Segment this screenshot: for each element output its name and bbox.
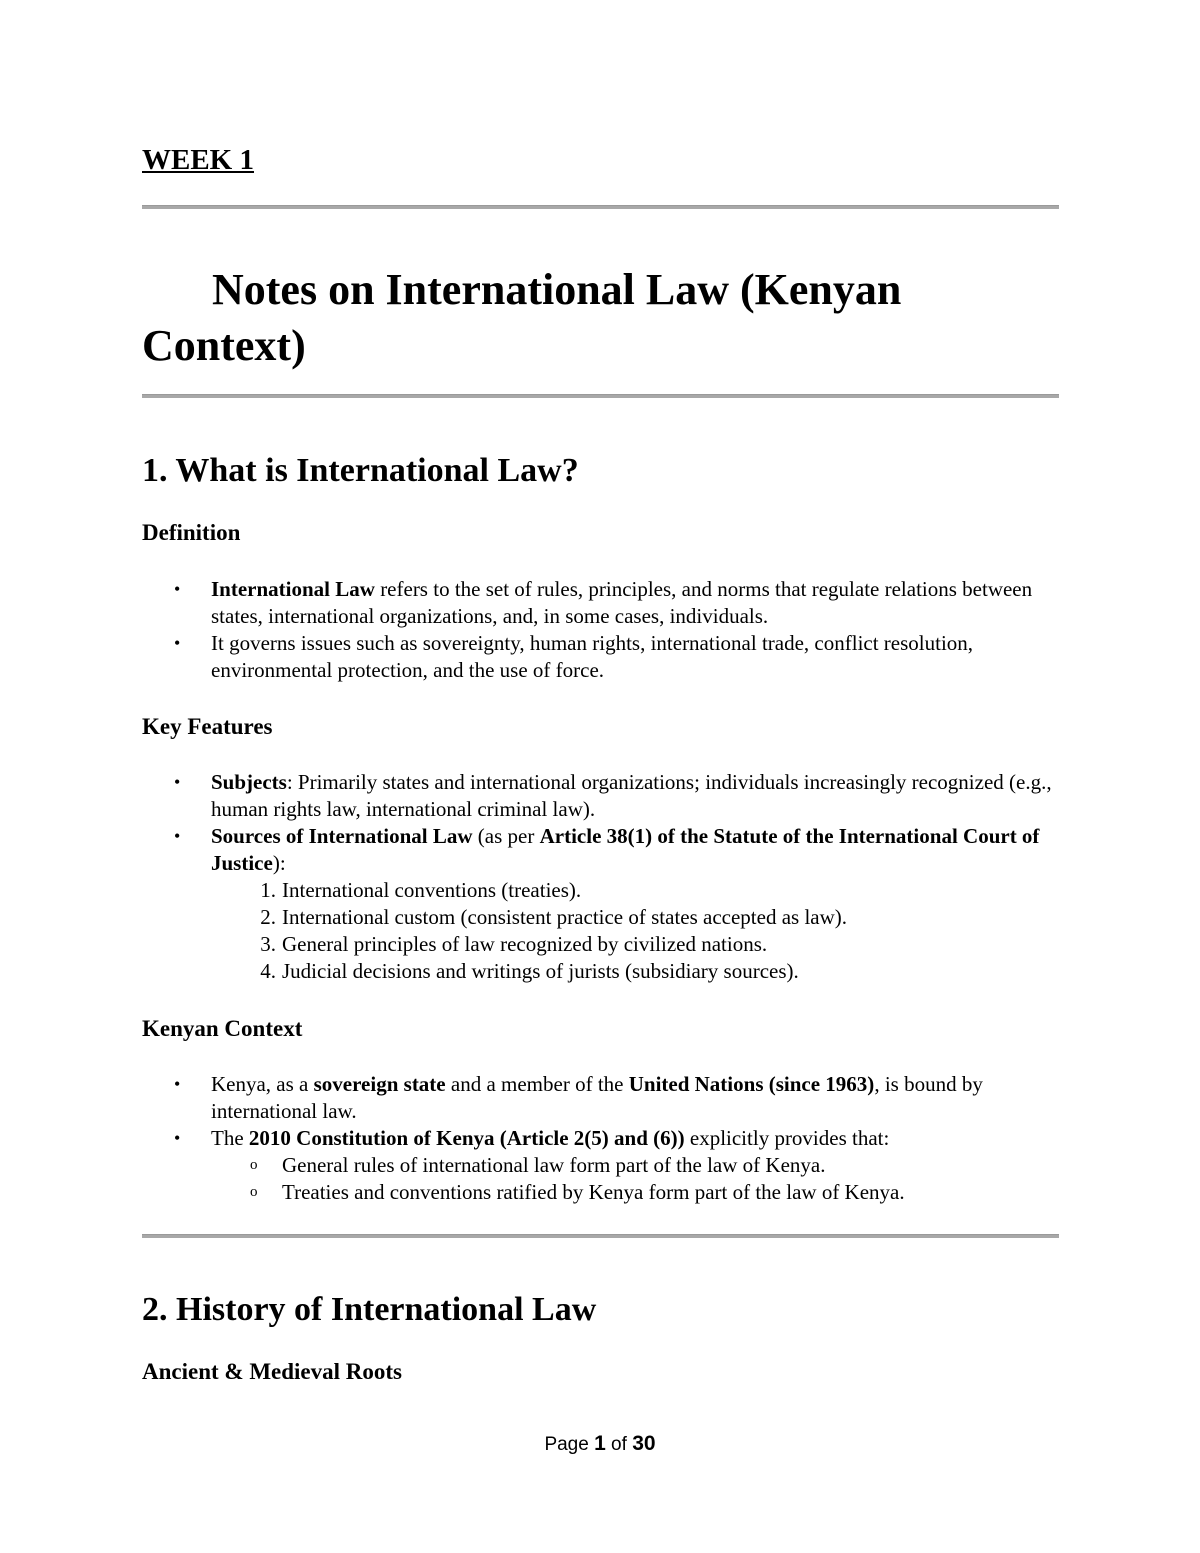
term: Sources of International Law: [211, 824, 473, 848]
list-number: 4.: [260, 959, 276, 983]
page-label: Page: [544, 1434, 595, 1455]
bullet-icon: •: [174, 633, 181, 653]
list-item-text: Judicial decisions and writings of jurists (subsidiary sources).: [282, 959, 799, 983]
list-number: 2.: [260, 905, 276, 929]
bullet-icon: •: [174, 826, 181, 846]
sub-list-item: [142, 1152, 1062, 1179]
list-item-text: , is bound by international law.: [211, 1072, 983, 1123]
circle-bullet-icon: o: [250, 1157, 258, 1173]
list-item-text: (as per: [472, 824, 540, 848]
divider-2: [142, 394, 1059, 398]
kenyan-context-heading: Kenyan Context: [142, 1016, 303, 1041]
term: 2010 Constitution of Kenya (Article 2(5) and (6)): [248, 1126, 685, 1150]
term: United Nations (since 1963): [628, 1072, 875, 1096]
list-item: [142, 576, 1062, 630]
bullet-icon: •: [174, 772, 181, 792]
kenyan-context-list: [142, 1071, 1062, 1206]
term: International Law: [211, 577, 375, 601]
definition-heading: Definition: [142, 520, 241, 545]
list-item-text: ):: [272, 851, 286, 875]
bullet-icon: •: [174, 1074, 181, 1094]
key-features-list: [142, 769, 1062, 985]
week-heading: WEEK 1: [142, 144, 254, 176]
list-item-text: Treaties and conventions ratified by Kenya form part of the law of Kenya.: [282, 1180, 905, 1204]
list-item-text: It governs issues such as sovereignty, human rights, international trade, conflict resolution, environmental protection, and the use of force.: [211, 631, 974, 682]
section-2-heading: 2. History of International Law: [142, 1291, 597, 1328]
key-features-heading: Key Features: [142, 714, 273, 739]
list-item-text: The: [211, 1126, 249, 1150]
list-item: [142, 1071, 1062, 1125]
numbered-item: [142, 931, 1062, 958]
document-title-text: Notes on International Law (Kenyan Context): [142, 265, 902, 370]
page-footer: [0, 1430, 1200, 1459]
ancient-medieval-heading: Ancient & Medieval Roots: [142, 1359, 402, 1384]
page-number: 1: [594, 1432, 606, 1455]
list-item-text: General principles of law recognized by civilized nations.: [282, 932, 768, 956]
circle-bullet-icon: o: [250, 1184, 258, 1200]
list-item: [142, 1125, 1062, 1152]
numbered-item: [142, 958, 1062, 985]
list-item-text: General rules of international law form part of the law of Kenya.: [282, 1153, 826, 1177]
bullet-icon: •: [174, 1128, 181, 1148]
list-item-text: explicitly provides that:: [684, 1126, 890, 1150]
section-1-heading: 1. What is International Law?: [142, 452, 579, 489]
list-item-text: Kenya, as a: [211, 1072, 314, 1096]
numbered-item: [142, 904, 1062, 931]
list-item-text: : Primarily states and international organizations; individuals increasingly recognized (e.g., human rights law, international criminal law).: [211, 770, 1052, 821]
list-number: 1.: [260, 878, 276, 902]
list-number: 3.: [260, 932, 276, 956]
page-total: 30: [632, 1432, 656, 1455]
list-item-text: International custom (consistent practice of states accepted as law).: [282, 905, 848, 929]
divider-3: [142, 1234, 1059, 1238]
term: Article 38(1) of the Statute of the International Court of Justice: [211, 824, 1040, 875]
list-item-text: refers to the set of rules, principles, and norms that regulate relations between states, international organizations, and, in some cases, individuals.: [211, 577, 1033, 628]
of-label: of: [605, 1434, 633, 1455]
term: Subjects: [211, 770, 287, 794]
list-item: [142, 823, 1062, 877]
divider-1: [142, 205, 1059, 209]
list-item-text: International conventions (treaties).: [282, 878, 582, 902]
term: sovereign state: [313, 1072, 446, 1096]
sub-list-item: [142, 1179, 1062, 1206]
list-item-text: and a member of the: [445, 1072, 629, 1096]
document-title: [142, 262, 1042, 374]
definition-list: [142, 576, 1062, 684]
bullet-icon: •: [174, 579, 181, 599]
list-item: [142, 769, 1062, 823]
numbered-item: [142, 877, 1062, 904]
list-item: [142, 630, 1062, 684]
